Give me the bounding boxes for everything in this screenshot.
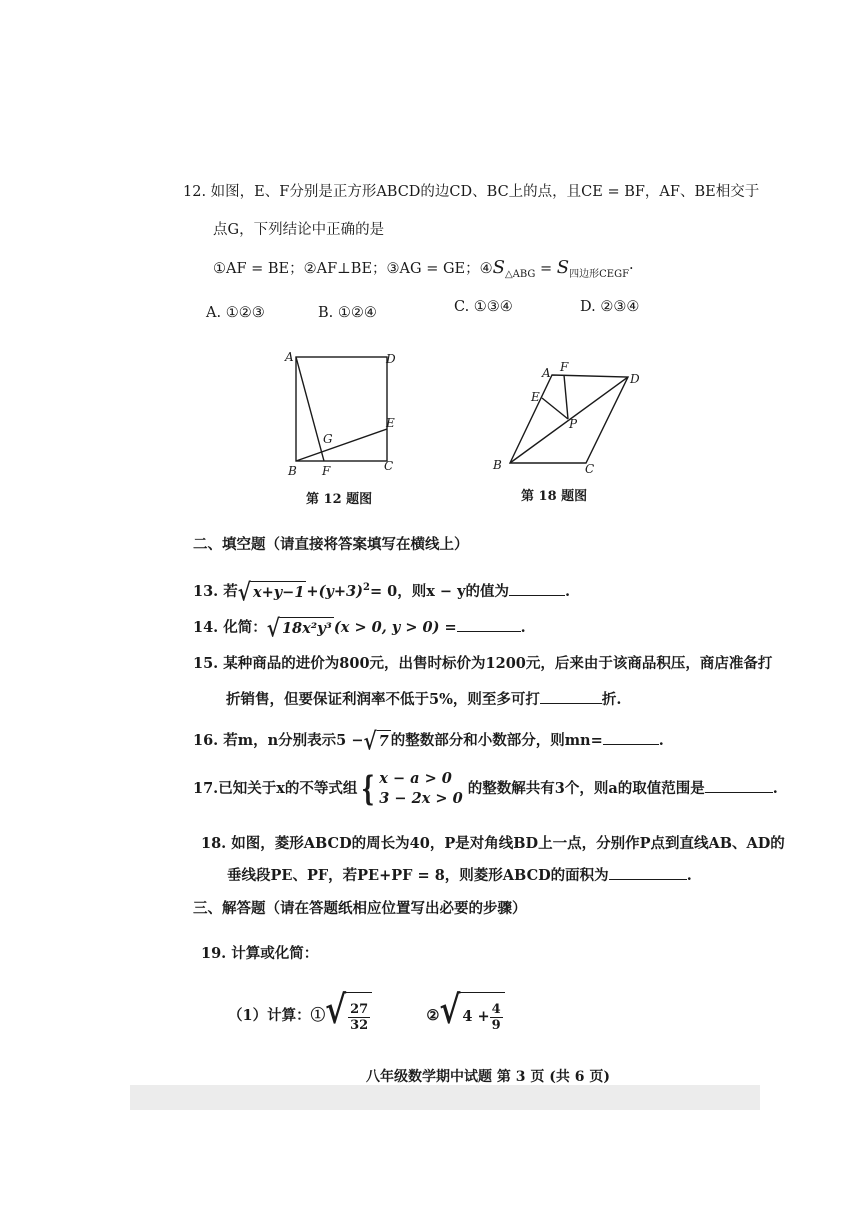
q17-post: 的整数解共有3个，则a的取值范围是 <box>467 780 705 797</box>
sqrt-icon: √ <box>363 726 377 756</box>
q13-sqrt <box>237 577 307 607</box>
sqrt-icon: √ <box>266 613 280 643</box>
area-symbol-2: S <box>556 257 570 278</box>
q18-line2 <box>227 865 692 886</box>
area-equals: = <box>535 261 557 277</box>
q12-option-b[interactable]: B. ①②④ <box>318 305 377 321</box>
fig12-label-f: F <box>322 464 331 478</box>
q19-rad2-pre: 4 + <box>462 1008 490 1025</box>
q12-option-a[interactable]: A. ①②③ <box>206 305 265 321</box>
fig12-label-e: E <box>386 416 395 430</box>
fig18-label-b: B <box>493 458 502 472</box>
figure-18-rhombus <box>488 355 648 480</box>
q17-answer-blank[interactable] <box>705 778 773 793</box>
q19-part1 <box>228 987 505 1040</box>
q18-text: 垂线段PE、PF，若PE+PF = 8，则菱形ABCD的面积为 <box>227 867 609 884</box>
fig12-label-g: G <box>323 432 333 446</box>
q16-pre: 若m，n分别表示5 − <box>223 732 364 749</box>
fig12-label-d: D <box>386 352 396 366</box>
q14 <box>193 613 526 643</box>
fig18-label-d: D <box>630 372 640 386</box>
q19-title: 19. 计算或化简： <box>201 945 319 962</box>
q18-answer-blank[interactable] <box>609 865 687 880</box>
q15-text: 折销售，但要保证利润率不低于5%，则至多可打 <box>226 691 540 708</box>
q13-radicand: x+y−1 <box>251 581 306 603</box>
fig12-label-c: C <box>384 459 394 473</box>
q13 <box>193 577 571 607</box>
q16-radicand: 7 <box>377 730 391 752</box>
q13-exp: 2 <box>362 582 370 593</box>
segment-pe <box>542 398 568 419</box>
q16-end: . <box>658 732 664 749</box>
fig18-label-a: A <box>542 366 551 380</box>
q13-answer-blank[interactable] <box>509 581 565 596</box>
q14-answer-blank[interactable] <box>457 617 521 632</box>
q14-sqrt <box>266 613 334 643</box>
figure-12-caption: 第 12 题图 <box>306 492 373 507</box>
q19-fraction-2 <box>490 1002 503 1033</box>
q15-line2 <box>226 689 621 710</box>
area-sub-abg: △ABG <box>504 268 536 280</box>
q15-answer-blank[interactable] <box>540 689 602 704</box>
q17-row1: x − a > 0 <box>379 770 452 787</box>
segment-pf <box>564 375 568 419</box>
fig12-label-a: A <box>285 350 294 364</box>
q16-number: 16. <box>193 732 219 749</box>
q14-post: (x > 0, y > 0) = <box>333 619 457 636</box>
q19-part2-label: ② <box>426 1007 440 1024</box>
figure-12-square <box>280 345 410 480</box>
q15-line1: 15. 某种商品的进价为800元，出售时标价为1200元，后来由于该商品积压，商店准备打 <box>193 655 773 672</box>
q17-number: 17. <box>193 780 219 797</box>
q13-post: = 0，则x − y的值为 <box>369 582 510 600</box>
segment-be <box>296 429 387 461</box>
q14-end: . <box>520 619 526 636</box>
q14-number: 14. <box>193 619 219 636</box>
brace-icon: { <box>361 769 375 809</box>
q17-row2: 3 − 2x > 0 <box>379 790 463 807</box>
q13-pre: 若 <box>223 582 238 600</box>
fig18-label-e: E <box>531 390 540 404</box>
q17-system <box>379 769 462 809</box>
q12-statement-text: ①AF = BE；②AF⊥BE；③AG = GE；④ <box>213 261 493 277</box>
q19-part1-label: （1）计算：① <box>228 1007 326 1024</box>
figure-18-caption: 第 18 题图 <box>521 489 588 504</box>
q13-mid: +(y+3) <box>306 582 363 600</box>
q18-line1: 18. 如图，菱形ABCD的周长为40，P是对角线BD上一点，分别作P点到直线AB、AD的 <box>201 835 785 852</box>
section-2-title: 二、填空题（请直接将答案填写在横线上） <box>193 536 469 553</box>
q12-option-d[interactable]: D. ②③④ <box>580 299 640 315</box>
area-symbol-1: S <box>492 257 505 278</box>
area-sub-cegf: 四边形CEGF <box>569 268 630 280</box>
page-footer: 八年级数学期中试题 第 3 页 (共 6 页) <box>366 1069 610 1085</box>
q19-frac2-den: 9 <box>491 1017 501 1033</box>
q19-frac2-num: 4 <box>491 1001 501 1017</box>
q13-end: . <box>565 582 571 600</box>
section-3-title: 三、解答题（请在答题纸相应位置写出必要的步骤） <box>193 900 527 917</box>
q19-sqrt-2 <box>439 987 504 1040</box>
q16-post: 的整数部分和小数部分，则mn= <box>390 732 603 749</box>
q15-end: 折. <box>601 691 622 708</box>
fig18-label-p: P <box>569 417 578 431</box>
sqrt-icon: √ <box>237 577 251 607</box>
q19-fraction-1 <box>348 1002 370 1033</box>
statement-end: · <box>629 261 634 277</box>
segment-af <box>296 357 324 461</box>
fig18-label-f: F <box>560 360 569 374</box>
q14-pre: 化简： <box>223 619 267 636</box>
q16 <box>193 726 664 756</box>
q17-end: . <box>772 780 778 797</box>
q18-end: . <box>686 867 692 884</box>
q17-pre: 已知关于x的不等式组 <box>218 780 358 797</box>
q19-sqrt-1 <box>325 987 372 1040</box>
sqrt-icon: √ <box>439 987 461 1033</box>
scan-shadow <box>130 1085 760 1110</box>
q17 <box>193 767 778 811</box>
sqrt-icon: √ <box>325 987 347 1033</box>
q12-line1: 12. 如图，E、F分别是正方形ABCD的边CD、BC上的点，且CE = BF，AF、BE相交于 <box>183 184 760 200</box>
q12-line2: 点G，下列结论中正确的是 <box>213 222 385 238</box>
q16-answer-blank[interactable] <box>603 730 659 745</box>
fig18-label-c: C <box>585 462 595 476</box>
q19-frac1-num: 27 <box>350 1001 369 1017</box>
q13-number: 13. <box>193 582 219 600</box>
q12-statements <box>213 258 634 285</box>
q19-frac1-den: 32 <box>350 1017 369 1033</box>
q14-radicand: 18x²y³ <box>280 617 334 639</box>
fig12-label-b: B <box>288 464 297 478</box>
q16-sqrt <box>363 726 390 756</box>
q12-option-c[interactable]: C. ①③④ <box>454 299 513 315</box>
